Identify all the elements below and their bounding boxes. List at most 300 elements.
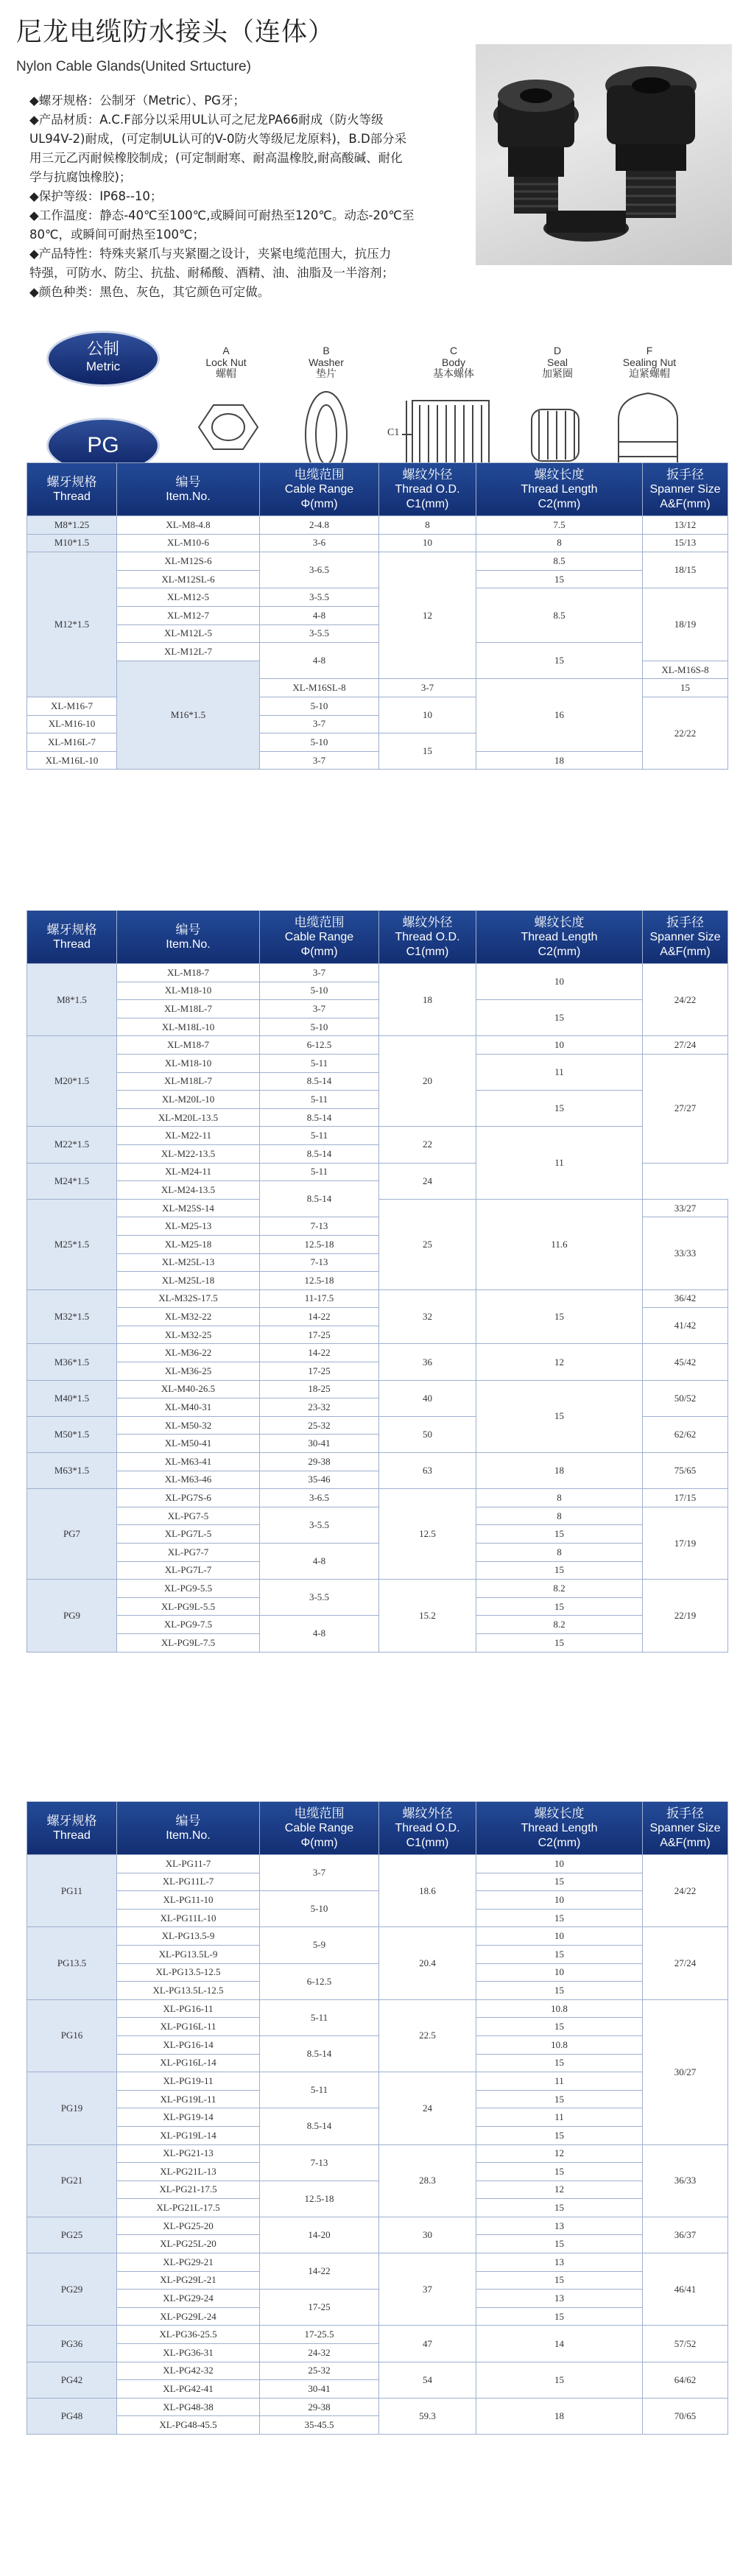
thread-cell: PG9 bbox=[27, 1580, 117, 1652]
thread-length-cell: 15 bbox=[476, 2235, 643, 2253]
cable-range-cell: 17-25 bbox=[260, 1326, 379, 1344]
item-no-cell: XL-M10-6 bbox=[117, 534, 260, 552]
thread-length-cell: 15 bbox=[476, 1289, 643, 1344]
cable-range-cell: 24-32 bbox=[260, 2344, 379, 2362]
spanner-size-cell: 18/19 bbox=[643, 588, 728, 661]
thread-length-cell: 8 bbox=[476, 1507, 643, 1525]
item-no-cell: XL-M8-4.8 bbox=[117, 516, 260, 535]
cable-range-cell: 14-22 bbox=[260, 2253, 379, 2290]
body-shape bbox=[412, 401, 489, 467]
cable-range-cell: 5-10 bbox=[260, 697, 379, 715]
thread-od-cell: 18 bbox=[476, 751, 643, 770]
header-thread-od: 螺纹外径 Thread O.D. C1(mm) bbox=[379, 463, 476, 516]
feature-line: ◆工作温度：静态-40℃至100℃,或瞬间可耐热至120℃。动态-20℃至 bbox=[29, 208, 415, 222]
table-row bbox=[27, 1544, 728, 1562]
thread-length-cell: 15 bbox=[476, 2126, 643, 2144]
item-no-cell: XL-PG42-32 bbox=[117, 2362, 260, 2380]
thread-length-cell: 10 bbox=[476, 1927, 643, 1946]
thread-cell: M32*1.5 bbox=[27, 1289, 117, 1344]
thread-length-cell: 10 bbox=[476, 1855, 643, 1873]
cable-range-cell: 7-13 bbox=[260, 1217, 379, 1236]
item-no-cell: XL-M32-25 bbox=[117, 1326, 260, 1344]
item-no-cell: XL-M24-13.5 bbox=[117, 1181, 260, 1200]
spec-table bbox=[27, 462, 728, 770]
thread-od-cell: 18 bbox=[379, 964, 476, 1036]
thread-length-cell: 11.6 bbox=[476, 1199, 643, 1289]
cable-range-cell: 14-22 bbox=[260, 1344, 379, 1362]
thread-length-cell: 11 bbox=[476, 1127, 643, 1199]
feature-line: 80℃，或瞬间可耐热至100℃； bbox=[29, 228, 205, 242]
thread-od-cell: 54 bbox=[379, 2362, 476, 2398]
spanner-size-cell: 36/33 bbox=[643, 2144, 728, 2217]
spanner-size-cell: 17/15 bbox=[643, 1489, 728, 1507]
cable-range-cell: 35-46 bbox=[260, 1471, 379, 1489]
table-row bbox=[27, 1855, 728, 1873]
table-row bbox=[27, 1000, 728, 1018]
thread-length-cell: 8.5 bbox=[476, 588, 643, 643]
thread-length-cell: 10 bbox=[476, 964, 643, 1000]
cable-range-cell: 4-8 bbox=[260, 606, 379, 624]
table-row bbox=[27, 1036, 728, 1055]
item-no-cell: XL-M18-7 bbox=[117, 1036, 260, 1055]
cable-range-cell: 3-6.5 bbox=[260, 1489, 379, 1507]
thread-length-cell: 15 bbox=[476, 1091, 643, 1127]
cable-range-cell: 3-7 bbox=[260, 1855, 379, 1891]
thread-length-cell: 15 bbox=[476, 2271, 643, 2290]
spanner-size-cell: 13/12 bbox=[643, 516, 728, 535]
item-no-cell: XL-PG29L-24 bbox=[117, 2307, 260, 2326]
item-no-cell: XL-M25-18 bbox=[117, 1235, 260, 1253]
product-photo bbox=[476, 44, 732, 265]
item-no-cell: XL-PG16L-11 bbox=[117, 2018, 260, 2036]
table-row bbox=[27, 2398, 728, 2416]
thread-length-cell: 15 bbox=[476, 1597, 643, 1616]
item-no-cell: XL-M40-31 bbox=[117, 1398, 260, 1417]
item-no-cell: XL-M16L-10 bbox=[27, 751, 117, 770]
thread-od-cell: 32 bbox=[379, 1289, 476, 1344]
page-title: 尼龙电缆防水接头（连体） bbox=[16, 18, 335, 47]
thread-length-cell: 15 bbox=[476, 2090, 643, 2108]
dim-c1-label: C1 bbox=[387, 427, 400, 438]
cable-range-cell: 12.5-18 bbox=[260, 1235, 379, 1253]
item-no-cell: XL-PG29-24 bbox=[117, 2290, 260, 2308]
thread-length-cell: 8.2 bbox=[476, 1580, 643, 1598]
thread-od-cell: 25 bbox=[379, 1199, 476, 1289]
thread-od-cell: 37 bbox=[379, 2253, 476, 2326]
item-no-cell: XL-M18-7 bbox=[117, 964, 260, 982]
thread-od-cell: 22 bbox=[379, 1127, 476, 1163]
item-no-cell: XL-PG29L-21 bbox=[117, 2271, 260, 2290]
thread-cell: PG13.5 bbox=[27, 1927, 117, 1999]
table-row bbox=[27, 1616, 728, 1634]
feature-line: ◆颜色种类：黑色、灰色，其它颜色可定做。 bbox=[29, 285, 270, 299]
cable-range-cell: 4-8 bbox=[260, 643, 379, 679]
part-label-a: A Lock Nut 螺帽 bbox=[205, 345, 247, 380]
thread-length-cell: 8 bbox=[476, 534, 643, 552]
thread-cell: M16*1.5 bbox=[117, 661, 260, 770]
header-item-no: 编号 Item.No. bbox=[117, 911, 260, 964]
thread-length-cell: 15 bbox=[476, 2199, 643, 2217]
cable-range-cell: 3-5.5 bbox=[260, 1507, 379, 1543]
cable-range-cell: 6-12.5 bbox=[260, 1963, 379, 1999]
table-row bbox=[27, 1489, 728, 1507]
spanner-size-cell: 36/42 bbox=[643, 1289, 728, 1308]
thread-length-cell: 15 bbox=[643, 679, 728, 697]
item-no-cell: XL-PG13.5-9 bbox=[117, 1927, 260, 1946]
cable-range-cell: 8.5-14 bbox=[260, 1072, 379, 1091]
thread-cell: M63*1.5 bbox=[27, 1453, 117, 1489]
thread-cell: PG21 bbox=[27, 2144, 117, 2217]
table-row bbox=[27, 1127, 728, 1145]
cable-range-cell: 3-7 bbox=[260, 751, 379, 770]
cable-range-cell: 3-5.5 bbox=[260, 588, 379, 607]
feature-line: 用三元乙丙耐候橡胶制成；(可定制耐寒、耐高温橡胶,耐高酸碱、耐化 bbox=[29, 151, 403, 165]
spanner-size-cell: 30/27 bbox=[643, 1999, 728, 2144]
thread-cell: PG42 bbox=[27, 2362, 117, 2398]
item-no-cell: XL-M16SL-8 bbox=[260, 679, 379, 697]
thread-length-cell: 10 bbox=[476, 1891, 643, 1910]
item-no-cell: XL-M18-10 bbox=[117, 982, 260, 1000]
spanner-size-cell: 24/22 bbox=[643, 1855, 728, 1927]
spanner-size-cell: 36/37 bbox=[643, 2217, 728, 2253]
thread-cell: M10*1.5 bbox=[27, 534, 117, 552]
thread-od-cell: 28.3 bbox=[379, 2144, 476, 2217]
header-spanner-size: 扳手径 Spanner Size A&F(mm) bbox=[643, 1802, 728, 1855]
header-item-no: 编号 Item.No. bbox=[117, 463, 260, 516]
thread-length-cell: 15 bbox=[476, 2163, 643, 2181]
table-row bbox=[27, 2217, 728, 2235]
thread-length-cell: 15 bbox=[476, 1909, 643, 1927]
item-no-cell: XL-PG19-11 bbox=[117, 2072, 260, 2091]
feature-line: UL94V-2)耐成，(可定制UL认可的V-0防火等级尼龙原料)，B.D部分采 bbox=[29, 132, 407, 146]
cable-range-cell: 29-38 bbox=[260, 2398, 379, 2416]
table-row bbox=[27, 1054, 728, 1072]
table-row bbox=[27, 1580, 728, 1598]
cable-range-cell: 3-7 bbox=[260, 1000, 379, 1018]
table-row bbox=[27, 516, 728, 535]
thread-od-cell: 20 bbox=[379, 1036, 476, 1127]
table-row bbox=[27, 2253, 728, 2272]
table-row bbox=[27, 2072, 728, 2091]
thread-od-cell: 63 bbox=[379, 1453, 476, 1489]
thread-length-cell: 11 bbox=[476, 1054, 643, 1090]
thread-cell: M8*1.5 bbox=[27, 964, 117, 1036]
cable-range-cell: 5-10 bbox=[260, 982, 379, 1000]
cable-range-cell: 14-20 bbox=[260, 2217, 379, 2253]
table-row bbox=[27, 1999, 728, 2018]
table-row bbox=[27, 1891, 728, 1910]
thread-length-cell: 15 bbox=[476, 1561, 643, 1580]
spec-table bbox=[27, 1801, 728, 2435]
thread-length-cell: 15 bbox=[476, 2018, 643, 2036]
item-no-cell: XL-PG16L-14 bbox=[117, 2054, 260, 2072]
spanner-size-cell: 24/22 bbox=[643, 964, 728, 1036]
pg-badge: PG bbox=[49, 420, 158, 471]
thread-cell: PG7 bbox=[27, 1489, 117, 1580]
thread-od-cell: 18.6 bbox=[379, 1855, 476, 1927]
spanner-size-cell: 41/42 bbox=[643, 1308, 728, 1344]
thread-length-cell: 15 bbox=[476, 1982, 643, 2000]
thread-length-cell: 7.5 bbox=[476, 516, 643, 535]
spanner-size-cell: 62/62 bbox=[643, 1416, 728, 1452]
thread-length-cell: 8 bbox=[476, 1544, 643, 1562]
spanner-size-cell: 57/52 bbox=[643, 2326, 728, 2362]
cable-range-cell: 5-11 bbox=[260, 1127, 379, 1145]
cable-range-cell: 17-25 bbox=[260, 1362, 379, 1381]
thread-cell: M8*1.25 bbox=[27, 516, 117, 535]
cable-range-cell: 7-13 bbox=[260, 1253, 379, 1272]
item-no-cell: XL-M12-5 bbox=[117, 588, 260, 607]
thread-length-cell: 15 bbox=[476, 643, 643, 679]
table-row bbox=[27, 1453, 728, 1471]
feature-line: 特强，可防水、防尘、抗盐、耐稀酸、酒精、油、油脂及一半溶剂； bbox=[29, 266, 394, 280]
thread-length-cell: 11 bbox=[476, 2108, 643, 2127]
cable-range-cell: 17-25 bbox=[260, 2290, 379, 2326]
metric-badge: 公制 Metric bbox=[49, 333, 158, 384]
thread-od-cell: 40 bbox=[379, 1380, 476, 1416]
item-no-cell: XL-M12L-5 bbox=[117, 624, 260, 643]
item-no-cell: XL-M16-10 bbox=[27, 715, 117, 733]
item-no-cell: XL-PG13.5L-12.5 bbox=[117, 1982, 260, 2000]
thread-od-cell: 12.5 bbox=[379, 1489, 476, 1580]
item-no-cell: XL-PG36-25.5 bbox=[117, 2326, 260, 2344]
thread-length-cell: 15 bbox=[476, 1945, 643, 1963]
thread-length-cell: 13 bbox=[476, 2290, 643, 2308]
cable-range-cell: 30-41 bbox=[260, 1435, 379, 1453]
table-row bbox=[27, 534, 728, 552]
thread-length-cell: 15 bbox=[476, 2307, 643, 2326]
table-row bbox=[27, 1963, 728, 1982]
header-section bbox=[0, 0, 754, 309]
thread-length-cell: 15 bbox=[476, 1633, 643, 1652]
header-thread: 螺牙规格 Thread bbox=[27, 463, 117, 516]
thread-od-cell: 30 bbox=[379, 2217, 476, 2253]
item-no-cell: XL-PG11-10 bbox=[117, 1891, 260, 1910]
thread-length-cell: 18 bbox=[476, 1453, 643, 1489]
item-no-cell: XL-PG19-14 bbox=[117, 2108, 260, 2127]
spanner-size-cell: 15/13 bbox=[643, 534, 728, 552]
item-no-cell: XL-M25L-13 bbox=[117, 1253, 260, 1272]
table-row bbox=[27, 1507, 728, 1525]
cable-range-cell: 3-5.5 bbox=[260, 624, 379, 643]
spanner-size-cell: 22/22 bbox=[643, 697, 728, 769]
item-no-cell: XL-PG21L-13 bbox=[117, 2163, 260, 2181]
spanner-size-cell: 46/41 bbox=[643, 2253, 728, 2326]
thread-od-cell: 8 bbox=[379, 516, 476, 535]
item-no-cell: XL-PG7S-6 bbox=[117, 1489, 260, 1507]
cable-range-cell: 35-45.5 bbox=[260, 2416, 379, 2435]
cable-range-cell: 8.5-14 bbox=[260, 1144, 379, 1163]
cable-range-cell: 12.5-18 bbox=[260, 2181, 379, 2217]
cable-range-cell: 2-4.8 bbox=[260, 516, 379, 535]
cable-range-cell: 12.5-18 bbox=[260, 1272, 379, 1290]
thread-cell: PG36 bbox=[27, 2326, 117, 2362]
header-spanner-size: 扳手径 Spanner Size A&F(mm) bbox=[643, 911, 728, 964]
table-row bbox=[27, 1927, 728, 1946]
thread-length-cell: 15 bbox=[476, 2054, 643, 2072]
cable-range-cell: 3-5.5 bbox=[260, 1580, 379, 1616]
thread-length-cell: 13 bbox=[476, 2217, 643, 2235]
item-no-cell: XL-M50-41 bbox=[117, 1435, 260, 1453]
thread-cell: PG25 bbox=[27, 2217, 117, 2253]
item-no-cell: XL-M20L-13.5 bbox=[117, 1108, 260, 1127]
table-row bbox=[27, 2035, 728, 2054]
cable-range-cell: 5-9 bbox=[260, 1927, 379, 1963]
thread-cell: PG19 bbox=[27, 2072, 117, 2144]
thread-length-cell: 13 bbox=[476, 2253, 643, 2272]
cable-range-cell: 5-11 bbox=[260, 1091, 379, 1109]
item-no-cell: XL-PG9L-5.5 bbox=[117, 1597, 260, 1616]
table-row bbox=[27, 588, 728, 607]
item-no-cell: XL-M18L-10 bbox=[117, 1018, 260, 1036]
item-no-cell: XL-PG13.5L-9 bbox=[117, 1945, 260, 1963]
thread-od-cell: 36 bbox=[379, 1344, 476, 1380]
item-no-cell: XL-PG21-13 bbox=[117, 2144, 260, 2163]
thread-length-cell: 15 bbox=[476, 1525, 643, 1544]
item-no-cell: XL-PG29-21 bbox=[117, 2253, 260, 2272]
thread-cell: M40*1.5 bbox=[27, 1380, 117, 1416]
cable-range-cell: 4-8 bbox=[260, 1544, 379, 1580]
item-no-cell: XL-PG11L-7 bbox=[117, 1873, 260, 1891]
page-subtitle: Nylon Cable Glands(United Srtucture) bbox=[16, 59, 251, 74]
item-no-cell: XL-M24-11 bbox=[117, 1163, 260, 1181]
thread-od-cell: 12 bbox=[379, 552, 476, 679]
item-no-cell: XL-M12S-6 bbox=[117, 552, 260, 571]
cable-range-cell: 3-7 bbox=[260, 964, 379, 982]
thread-length-cell: 15 bbox=[379, 733, 476, 770]
item-no-cell: XL-PG13.5-12.5 bbox=[117, 1963, 260, 1982]
part-label-b: B Washer 垫片 bbox=[309, 345, 344, 380]
header-thread-od: 螺纹外径 Thread O.D. C1(mm) bbox=[379, 911, 476, 964]
spanner-size-cell: 75/65 bbox=[643, 1453, 728, 1489]
item-no-cell: XL-M18-10 bbox=[117, 1054, 260, 1072]
thread-cell: M25*1.5 bbox=[27, 1199, 117, 1289]
thread-cell: PG29 bbox=[27, 2253, 117, 2326]
item-no-cell: XL-M40-26.5 bbox=[117, 1380, 260, 1398]
header-cable-range: 电缆范围 Cable Range Φ(mm) bbox=[260, 463, 379, 516]
thread-od-cell: 20.4 bbox=[379, 1927, 476, 1999]
cable-range-cell: 6-12.5 bbox=[260, 1036, 379, 1055]
cable-range-cell: 25-32 bbox=[260, 2362, 379, 2380]
thread-cell: M24*1.5 bbox=[27, 1163, 117, 1199]
item-no-cell: XL-M25S-14 bbox=[117, 1199, 260, 1217]
cable-range-cell: 25-32 bbox=[260, 1416, 379, 1435]
lock-nut-shape bbox=[199, 405, 258, 449]
table-row bbox=[27, 2108, 728, 2127]
cable-range-cell: 5-11 bbox=[260, 2072, 379, 2108]
item-no-cell: XL-PG48-38 bbox=[117, 2398, 260, 2416]
table-row bbox=[27, 643, 728, 661]
cable-range-cell: 5-11 bbox=[260, 1163, 379, 1181]
cable-range-cell: 3-6 bbox=[260, 534, 379, 552]
part-label-f: F Sealing Nut 迫紧螺帽 bbox=[622, 345, 677, 380]
header-spanner-size: 扳手径 Spanner Size A&F(mm) bbox=[643, 463, 728, 516]
cable-range-cell: 7-13 bbox=[260, 2144, 379, 2181]
item-no-cell: XL-PG48-45.5 bbox=[117, 2416, 260, 2435]
spanner-size-cell: 64/62 bbox=[643, 2362, 728, 2398]
header-thread-length: 螺纹长度 Thread Length C2(mm) bbox=[476, 911, 643, 964]
thread-cell: PG48 bbox=[27, 2398, 117, 2434]
thread-cell: PG11 bbox=[27, 1855, 117, 1927]
spanner-size-cell: 27/24 bbox=[643, 1927, 728, 1999]
table-row bbox=[27, 552, 728, 571]
cable-range-cell: 14-22 bbox=[260, 1308, 379, 1326]
cable-range-cell: 8.5-14 bbox=[260, 2035, 379, 2072]
item-no-cell: XL-PG11-7 bbox=[117, 1855, 260, 1873]
header-cable-range: 电缆范围 Cable Range Φ(mm) bbox=[260, 1802, 379, 1855]
thread-od-cell: 22.5 bbox=[379, 1999, 476, 2072]
thread-length-cell: 8 bbox=[476, 1489, 643, 1507]
spanner-size-cell: 33/27 bbox=[643, 1199, 728, 1217]
item-no-cell: XL-PG25-20 bbox=[117, 2217, 260, 2235]
item-no-cell: XL-PG21-17.5 bbox=[117, 2181, 260, 2199]
cable-range-cell: 5-10 bbox=[260, 733, 379, 752]
feature-line: ◆保护等级：IP68--10； bbox=[29, 189, 163, 203]
cable-range-cell: 8.5-14 bbox=[260, 1108, 379, 1127]
item-no-cell: XL-PG7-7 bbox=[117, 1544, 260, 1562]
cable-range-cell: 5-11 bbox=[260, 1999, 379, 2035]
spanner-size-cell: 18/15 bbox=[643, 552, 728, 588]
thread-length-cell: 15 bbox=[476, 1000, 643, 1036]
item-no-cell: XL-PG9L-7.5 bbox=[117, 1633, 260, 1652]
cable-range-cell: 4-8 bbox=[260, 1616, 379, 1652]
item-no-cell: XL-M32S-17.5 bbox=[117, 1289, 260, 1308]
header-cable-range: 电缆范围 Cable Range Φ(mm) bbox=[260, 911, 379, 964]
item-no-cell: XL-PG25L-20 bbox=[117, 2235, 260, 2253]
thread-length-cell: 12 bbox=[476, 2144, 643, 2163]
item-no-cell: XL-M12-7 bbox=[117, 606, 260, 624]
thread-cell: M12*1.5 bbox=[27, 552, 117, 697]
item-no-cell: XL-PG36-31 bbox=[117, 2344, 260, 2362]
spec-table bbox=[27, 910, 728, 1653]
item-no-cell: XL-PG7L-7 bbox=[117, 1561, 260, 1580]
thread-length-cell: 12 bbox=[476, 2181, 643, 2199]
thread-length-cell: 14 bbox=[476, 2326, 643, 2362]
thread-length-cell: 8.5 bbox=[476, 552, 643, 571]
cable-range-cell: 3-6.5 bbox=[260, 552, 379, 588]
item-no-cell: XL-M12SL-6 bbox=[117, 570, 260, 588]
item-no-cell: XL-M16L-7 bbox=[27, 733, 117, 752]
part-label-d: D Seal 加紧圈 bbox=[542, 345, 573, 380]
thread-length-cell: 10 bbox=[476, 1963, 643, 1982]
item-no-cell: XL-PG9-5.5 bbox=[117, 1580, 260, 1598]
spanner-size-cell: 45/42 bbox=[643, 1344, 728, 1380]
cable-range-cell: 8.5-14 bbox=[260, 2108, 379, 2144]
thread-cell: M50*1.5 bbox=[27, 1416, 117, 1452]
cable-range-cell: 3-7 bbox=[260, 715, 379, 733]
item-no-cell: XL-PG42-41 bbox=[117, 2380, 260, 2399]
header-thread-length: 螺纹长度 Thread Length C2(mm) bbox=[476, 1802, 643, 1855]
cable-range-cell: 5-10 bbox=[260, 1891, 379, 1927]
table-row bbox=[27, 1289, 728, 1308]
thread-cell: M20*1.5 bbox=[27, 1036, 117, 1127]
thread-length-cell: 8.2 bbox=[476, 1616, 643, 1634]
item-no-cell: XL-PG7-5 bbox=[117, 1507, 260, 1525]
cable-range-cell: 3-7 bbox=[379, 679, 476, 697]
item-no-cell: XL-M50-32 bbox=[117, 1416, 260, 1435]
sealing-nut-shape bbox=[619, 393, 677, 471]
table-row bbox=[27, 2181, 728, 2199]
item-no-cell: XL-PG19L-11 bbox=[117, 2090, 260, 2108]
table-row bbox=[27, 2290, 728, 2308]
item-no-cell: XL-M22-13.5 bbox=[117, 1144, 260, 1163]
item-no-cell: XL-M16S-8 bbox=[643, 661, 728, 679]
item-no-cell: XL-M36-22 bbox=[117, 1344, 260, 1362]
item-no-cell: XL-M25-13 bbox=[117, 1217, 260, 1236]
item-no-cell: XL-PG21L-17.5 bbox=[117, 2199, 260, 2217]
item-no-cell: XL-M63-41 bbox=[117, 1453, 260, 1471]
spanner-size-cell: 70/65 bbox=[643, 2398, 728, 2434]
